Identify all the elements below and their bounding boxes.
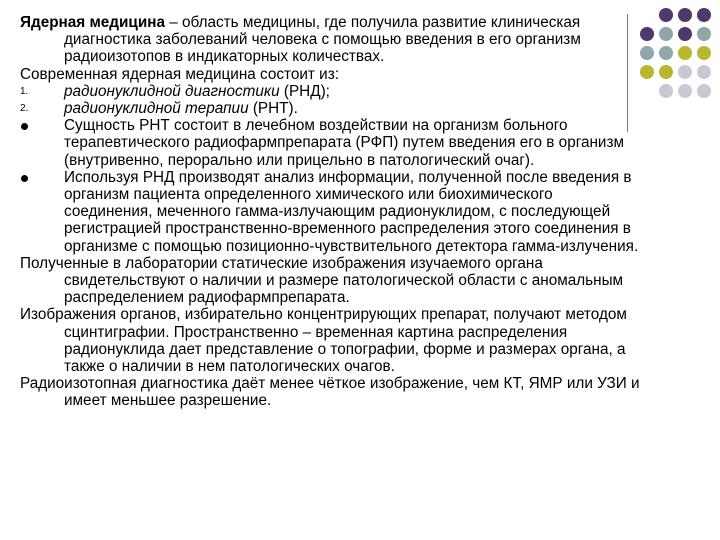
slide-text	[20, 14, 640, 410]
term-nuclear-medicine: Ядерная медицина	[20, 14, 165, 31]
decorative-dot	[640, 8, 654, 22]
decorative-dot	[659, 65, 673, 79]
decorative-dot	[640, 46, 654, 60]
bullet-text: Используя РНД производят анализ информации, полученной после введения в организм пациента определенного химического или биохимического соединения, меченного гамма-излучающим радионуклидом, с последующей регистрацией пространственно-временного распределения этого соединения в организме с помощью позиционно-чувствительного детектора гамма-излучения.	[64, 168, 639, 255]
list-abbr: (РНД);	[279, 82, 330, 100]
definition-text: – область медицины, где получила развитие клиническая диагностика заболеваний человека с помощью введения в его организм радиоизотопов в индикаторных количествах.	[64, 14, 581, 66]
paragraph-definition	[20, 14, 640, 66]
decorative-dot	[659, 27, 673, 41]
paragraph-scintigraphy: Изображения органов, избирательно концентрирующих препарат, получают методом сцинтиграфии. Пространственно – временная картина распределения радионуклида дает представление о топографии, форме и размерах органа, а также о наличии в нем патологических очагов.	[20, 306, 627, 376]
decorative-dot	[678, 8, 692, 22]
decorative-dot	[678, 84, 692, 98]
bullet-text: Сущность РНТ состоит в лечебном воздействии на организм больного терапевтического радиофармпрепарата (РФП) путем введения его в организм (внутривенно, перорально или прицельно в патологический очаг).	[64, 117, 624, 169]
decorative-dot	[678, 27, 692, 41]
list-item-rnt	[20, 100, 640, 117]
list-term: радионуклидной диагностики	[64, 82, 280, 100]
bullet-item-rnd	[20, 169, 640, 255]
decorative-dot	[678, 46, 692, 60]
list-term: радионуклидной терапии	[64, 100, 249, 118]
decorative-dot	[697, 8, 711, 22]
paragraph-composition: Современная ядерная медицина состоит из:	[20, 65, 339, 83]
decorative-dot	[640, 84, 654, 98]
decorative-dot	[659, 8, 673, 22]
decorative-dot	[678, 65, 692, 79]
decorative-dot	[697, 65, 711, 79]
decorative-dot	[697, 27, 711, 41]
bullet-icon	[21, 123, 28, 130]
decorative-dot	[697, 84, 711, 98]
list-number: 2.	[20, 103, 29, 115]
decorative-dot-grid	[640, 8, 711, 98]
decorative-dot	[697, 46, 711, 60]
decorative-dot	[640, 27, 654, 41]
list-abbr: (РНТ).	[248, 100, 298, 118]
paragraph-comparison: Радиоизотопная диагностика даёт менее чёткое изображение, чем КТ, ЯМР или УЗИ и имеет меньшее разрешение.	[20, 375, 640, 410]
list-item-rnd	[20, 83, 640, 100]
decorative-dot	[659, 84, 673, 98]
decorative-dot	[659, 46, 673, 60]
bullet-icon	[21, 175, 28, 182]
list-number: 1.	[20, 85, 29, 97]
paragraph-static-images: Полученные в лаборатории статические изображения изучаемого органа свидетельствуют о наличии и размере патологической области с аномальным распределением радиофармпрепарата.	[20, 254, 624, 307]
bullet-item-rnt	[20, 117, 640, 169]
decorative-dot	[640, 65, 654, 79]
